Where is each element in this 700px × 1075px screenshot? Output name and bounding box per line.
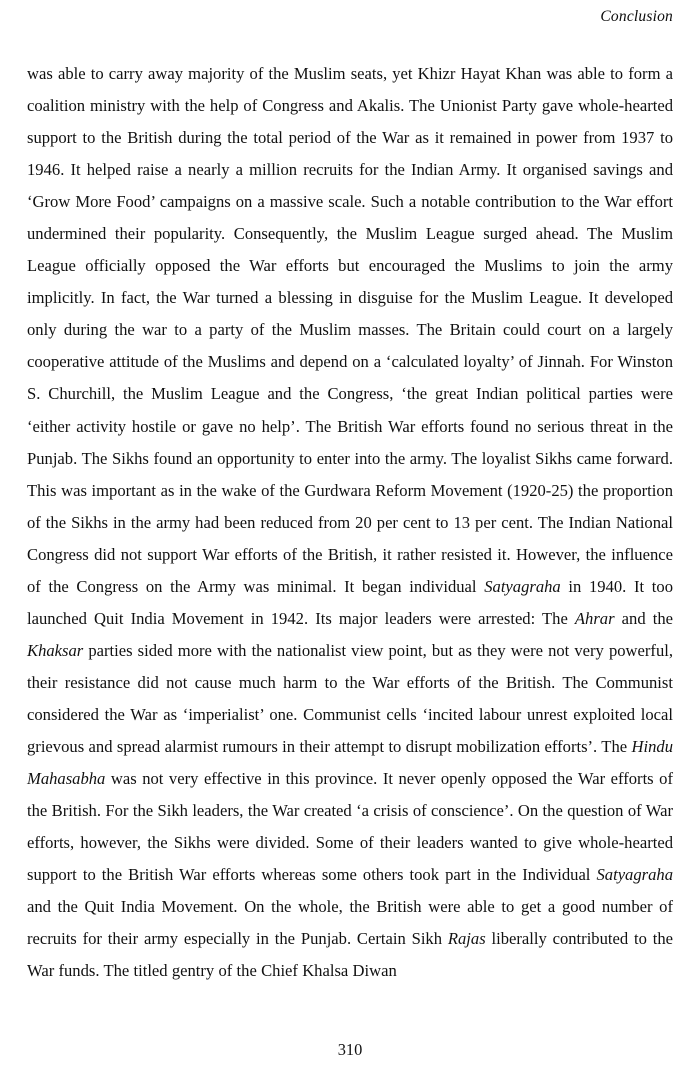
page-number: 310 bbox=[337, 1040, 363, 1059]
running-header: Conclusion bbox=[600, 8, 673, 25]
body-paragraph: was able to carry away majority of the Muslim seats, yet Khizr Hayat Khan was able to form a coalition ministry with the help of Congress and Akalis. The Unionist Party gave whole-hearted support to the British during the total period of the War as it remained in power from 1937 to 1946. It helped raise a nearly a million recruits for the Indian Army. It organised savings and ‘Grow More Food’ campaigns on a massive scale. Such a notable contribution to the War effort undermined their popularity. Consequently, the Muslim League surged ahead. The Muslim League officially opposed the War efforts but encouraged the Muslims to join the army implicitly. In fact, the War turned a blessing in disguise for the Muslim League. It developed only during the war to a party of the Muslim masses. The Britain could court on a largely cooperative attitude of the Muslims and depend on a ‘calculated loyalty’ of Jinnah. For Winston S. Churchill, the Muslim League and the Congress, ‘the great Indian political parties were ‘either activity hostile or gave no help’. The British War efforts found no serious threat in the Punjab. The Sikhs found an opportunity to enter into the army. The loyalist Sikhs came forward. This was important as in the wake of the Gurdwara Reform Movement (1920-25) the proportion of the Sikhs in the army had been reduced from 20 per cent to 13 per cent. The Indian National Congress did not support War efforts of the British, it rather resisted it. However, the influence of the Congress on the Army was minimal. It began individual Satyagraha in 1940. It too launched Quit India Movement in 1942. Its major leaders were arrested: The Ahrar and the Khaksar parties sided more with the nationalist view point, but as they were not very powerful, their resistance did not cause much harm to the War efforts of the British. The Communist considered the War as ‘imperialist’ one. Communist cells ‘incited labour unrest exploited local grievous and spread alarmist rumours in their attempt to disrupt mobilization efforts’. The Hindu Mahasabha was not very effective in this province. It never openly opposed the War efforts of the British. For the Sikh leaders, the War created ‘a crisis of conscience’. On the question of War efforts, however, the Sikhs were divided. Some of their leaders wanted to give whole-hearted support to the British War efforts whereas some others took part in the Individual Satyagraha and the Quit India Movement. On the whole, the British were able to get a good number of recruits for their army especially in the Punjab. Certain Sikh Rajas liberally contributed to the War funds. The titled gentry of the Chief Khalsa Diwan bbox=[27, 64, 673, 981]
body-text-block bbox=[27, 58, 673, 987]
